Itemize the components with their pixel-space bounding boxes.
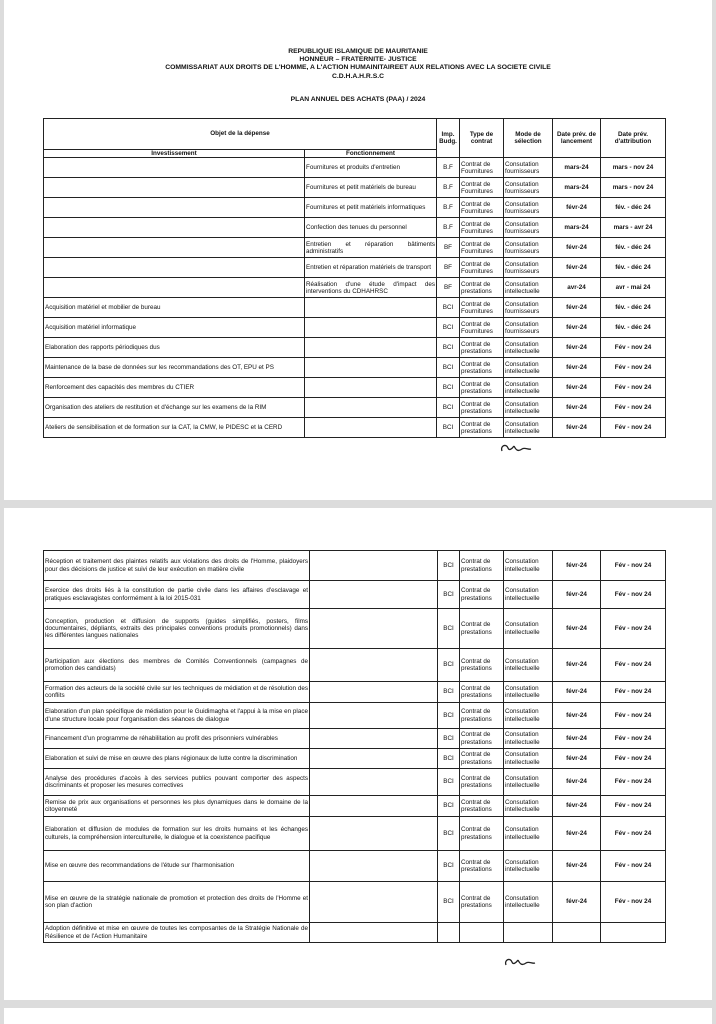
objet-cell: Participation aux élections des membres de Comités Conventionnels (campagnes de promotion des candidats) (44, 649, 310, 682)
investissement-objet-cell: Ateliers de sensibilisation et de formation sur la CAT, la CMW, le PIDESC et la CERD (44, 418, 305, 438)
attribution-cell: Fév - nov 24 (601, 649, 666, 682)
imp-cell (438, 923, 460, 943)
mode-cell: Consutation intellectuelle (504, 649, 553, 682)
lancement-cell: févr-24 (553, 729, 601, 749)
table-row (44, 318, 666, 338)
attribution-cell: Fév - nov 24 (601, 703, 666, 729)
mode-cell: Consutation intellectuelle (504, 769, 553, 796)
table-row (44, 258, 666, 278)
column-header-type: Type de contrat (460, 119, 504, 158)
imp-cell: BF (437, 278, 460, 298)
attribution-cell: Fév - nov 24 (601, 398, 666, 418)
header-line-2: HONNEUR – FRATERNITE- JUSTICE (299, 56, 417, 64)
investissement-cell-empty (44, 258, 305, 278)
objet-cell: Formation des acteurs de la société civile sur les techniques de médiation et de résolution des conflits (44, 682, 310, 703)
fonctionnement-objet-cell: Confection des tenues du personnel (305, 218, 437, 238)
objet-cell: Mise en œuvre de la stratégie nationale de promotion et protection des droits de l'Homme et son plan d'action (44, 882, 310, 923)
type-cell: Contrat de prestations (460, 278, 504, 298)
empty-cell (310, 729, 438, 749)
table-row (44, 649, 666, 682)
table-row (44, 817, 666, 851)
objet-cell: Réception et traitement des plaintes relatifs aux violations des droits de l'Homme, plaidoyers pour des décisions de justice et suivi de leur exécution en matière civile (44, 551, 310, 581)
table-row (44, 609, 666, 649)
subheader-investissement: Investissement (44, 150, 305, 158)
lancement-cell (553, 923, 601, 943)
type-cell: Contrat de prestations (460, 398, 504, 418)
empty-cell (310, 851, 438, 882)
objet-cell: Elaboration et diffusion de modules de formation sur les droits humains et les échanges culturels, la compréhension interculturelle, le dialogue et la coexistence pacifique (44, 817, 310, 851)
table-row (44, 398, 666, 418)
lancement-cell: févr-24 (553, 318, 601, 338)
imp-cell: BCI (438, 882, 460, 923)
attribution-cell: fév. - déc 24 (601, 258, 666, 278)
imp-cell: BCI (438, 851, 460, 882)
procurement-table-page-1 (43, 118, 666, 438)
mode-cell: Consutation fournisseurs (504, 238, 553, 258)
lancement-cell: févr-24 (553, 358, 601, 378)
attribution-cell: Fév - nov 24 (601, 358, 666, 378)
empty-cell (310, 581, 438, 609)
attribution-cell: Fév - nov 24 (601, 418, 666, 438)
investissement-cell-empty (44, 178, 305, 198)
lancement-cell: févr-24 (553, 258, 601, 278)
empty-cell (310, 649, 438, 682)
objet-cell: Exercice des droits liés à la constitution de partie civile dans les affaires d'esclavage et pratiques esclavagistes conformément à la loi 2015-031 (44, 581, 310, 609)
imp-cell: BCI (437, 398, 460, 418)
imp-cell: BCI (437, 418, 460, 438)
mode-cell: Consutation fournisseurs (504, 198, 553, 218)
column-header-objet: Objet de la dépense (44, 119, 437, 150)
imp-cell: B.F (437, 218, 460, 238)
imp-cell: BCI (438, 769, 460, 796)
objet-cell: Financement d'un programme de réhabilitation au profit des prisonniers vulnérables (44, 729, 310, 749)
attribution-cell: mars - nov 24 (601, 158, 666, 178)
table-row (44, 298, 666, 318)
signature-mark-page-2 (502, 954, 538, 970)
document-page-2 (4, 508, 712, 1000)
objet-cell: Elaboration d'un plan spécifique de médiation pour le Guidimagha et l'appui à la mise en place d'une structure locale pour l'organisation des séances de dialogue (44, 703, 310, 729)
lancement-cell: févr-24 (553, 378, 601, 398)
investissement-objet-cell: Renforcement des capacités des membres du CTIER (44, 378, 305, 398)
lancement-cell: févr-24 (553, 851, 601, 882)
lancement-cell: févr-24 (553, 796, 601, 817)
type-cell: Contrat de prestations (460, 851, 504, 882)
lancement-cell: févr-24 (553, 198, 601, 218)
table-row (44, 882, 666, 923)
table-row (44, 851, 666, 882)
type-cell (460, 923, 504, 943)
mode-cell: Consutation intellectuelle (504, 418, 553, 438)
imp-cell: B.F (437, 178, 460, 198)
type-cell: Contrat de prestations (460, 796, 504, 817)
mode-cell: Consutation intellectuelle (504, 278, 553, 298)
table-row (44, 158, 666, 178)
type-cell: Contrat de prestations (460, 703, 504, 729)
table-row (44, 682, 666, 703)
attribution-cell: mars - nov 24 (601, 178, 666, 198)
investissement-cell-empty (44, 158, 305, 178)
investissement-cell-empty (44, 198, 305, 218)
objet-cell: Remise de prix aux organisations et personnes les plus dynamiques dans le domaine de la citoyenneté (44, 796, 310, 817)
imp-cell: BCI (437, 338, 460, 358)
imp-cell: BCI (438, 796, 460, 817)
mode-cell (504, 923, 553, 943)
table-row (44, 198, 666, 218)
imp-cell: BCI (437, 378, 460, 398)
type-cell: Contrat de prestations (460, 817, 504, 851)
attribution-cell: Fév - nov 24 (601, 796, 666, 817)
header-line-4: C.D.H.A.H.R.S.C (331, 72, 385, 80)
type-cell: Contrat de Fournitures (460, 238, 504, 258)
attribution-cell: fév. - déc 24 (601, 238, 666, 258)
table-row (44, 796, 666, 817)
attribution-cell: Fév - nov 24 (601, 551, 666, 581)
type-cell: Contrat de prestations (460, 729, 504, 749)
investissement-objet-cell: Acquisition matériel informatique (44, 318, 305, 338)
subheader-fonctionnement: Fonctionnement (305, 150, 437, 158)
table-row (44, 923, 666, 943)
fonctionnement-objet-cell: Entretien et réparation matériels de transport (305, 258, 437, 278)
fonctionnement-cell-empty (305, 378, 437, 398)
table-header-row (44, 119, 666, 150)
fonctionnement-cell-empty (305, 338, 437, 358)
type-cell: Contrat de prestations (460, 378, 504, 398)
mode-cell: Consutation intellectuelle (504, 398, 553, 418)
type-cell: Contrat de Fournitures (460, 198, 504, 218)
empty-cell (310, 796, 438, 817)
investissement-objet-cell: Acquisition matériel et mobilier de bureau (44, 298, 305, 318)
lancement-cell: févr-24 (553, 418, 601, 438)
fonctionnement-cell-empty (305, 398, 437, 418)
column-header-lancement: Date prév. de lancement (553, 119, 601, 158)
type-cell: Contrat de Fournitures (460, 218, 504, 238)
empty-cell (310, 551, 438, 581)
table-row (44, 358, 666, 378)
lancement-cell: févr-24 (553, 609, 601, 649)
attribution-cell: fév. - déc 24 (601, 318, 666, 338)
imp-cell: BCI (437, 358, 460, 378)
lancement-cell: févr-24 (553, 551, 601, 581)
imp-cell: B.F (437, 158, 460, 178)
lancement-cell: févr-24 (553, 581, 601, 609)
type-cell: Contrat de Fournitures (460, 298, 504, 318)
attribution-cell: Fév - nov 24 (601, 729, 666, 749)
column-header-attribution: Date prév. d'attribution (601, 119, 666, 158)
imp-cell: BCI (438, 551, 460, 581)
procurement-table-page-2 (43, 550, 666, 943)
mode-cell: Consutation fournisseurs (504, 218, 553, 238)
document-title: PLAN ANNUEL DES ACHATS (PAA) / 2024 (290, 96, 426, 103)
lancement-cell: févr-24 (553, 703, 601, 729)
imp-cell: BCI (438, 609, 460, 649)
type-cell: Contrat de prestations (460, 682, 504, 703)
attribution-cell: mars - avr 24 (601, 218, 666, 238)
objet-cell: Adoption définitive et mise en œuvre de toutes les composantes de la Stratégie Nationale de Résilience et de l'Action Humanitaire (44, 923, 310, 943)
type-cell: Contrat de prestations (460, 338, 504, 358)
investissement-cell-empty (44, 278, 305, 298)
fonctionnement-cell-empty (305, 358, 437, 378)
mode-cell: Consutation fournisseurs (504, 258, 553, 278)
table-row (44, 218, 666, 238)
fonctionnement-objet-cell: Fournitures et petit matériels de bureau (305, 178, 437, 198)
mode-cell: Consutation intellectuelle (504, 729, 553, 749)
lancement-cell: mars-24 (553, 178, 601, 198)
attribution-cell: Fév - nov 24 (601, 581, 666, 609)
imp-cell: BCI (438, 649, 460, 682)
table-row (44, 729, 666, 749)
type-cell: Contrat de Fournitures (460, 318, 504, 338)
document-page-3 (4, 1008, 712, 1024)
fonctionnement-objet-cell: Réalisation d'une étude d'impact des interventions du CDHAHRSC (305, 278, 437, 298)
lancement-cell: févr-24 (553, 338, 601, 358)
type-cell: Contrat de prestations (460, 551, 504, 581)
imp-cell: BCI (438, 581, 460, 609)
mode-cell: Consutation intellectuelle (504, 358, 553, 378)
lancement-cell: févr-24 (553, 769, 601, 796)
imp-cell: BCI (438, 703, 460, 729)
investissement-cell-empty (44, 218, 305, 238)
lancement-cell: févr-24 (553, 749, 601, 769)
lancement-cell: févr-24 (553, 882, 601, 923)
lancement-cell: févr-24 (553, 682, 601, 703)
empty-cell (310, 882, 438, 923)
lancement-cell: févr-24 (553, 398, 601, 418)
fonctionnement-objet-cell: Entretien et réparation bâtiments administratifs (305, 238, 437, 258)
objet-cell: Conception, production et diffusion de supports (guides simplifiés, posters, films documentaires, dépliants, extraits des principales conventions produits promotionnels) dans les différentes langues nationales (44, 609, 310, 649)
attribution-cell (601, 923, 666, 943)
imp-cell: BCI (437, 298, 460, 318)
mode-cell: Consutation intellectuelle (504, 882, 553, 923)
investissement-objet-cell: Organisation des ateliers de restitution et d'échange sur les examens de la RIM (44, 398, 305, 418)
lancement-cell: févr-24 (553, 817, 601, 851)
mode-cell: Consutation fournisseurs (504, 178, 553, 198)
attribution-cell: Fév - nov 24 (601, 682, 666, 703)
empty-cell (310, 923, 438, 943)
empty-cell (310, 682, 438, 703)
column-header-mode: Mode de sélection (504, 119, 553, 158)
table-row (44, 378, 666, 398)
mode-cell: Consutation intellectuelle (504, 551, 553, 581)
fonctionnement-cell-empty (305, 318, 437, 338)
attribution-cell: Fév - nov 24 (601, 851, 666, 882)
mode-cell: Consutation intellectuelle (504, 682, 553, 703)
header-line-1: REPUBLIQUE ISLAMIQUE DE MAURITANIE (288, 48, 428, 55)
lancement-cell: févr-24 (553, 238, 601, 258)
imp-cell: BCI (438, 817, 460, 851)
type-cell: Contrat de prestations (460, 882, 504, 923)
attribution-cell: avr - mai 24 (601, 278, 666, 298)
lancement-cell: mars-24 (553, 158, 601, 178)
attribution-cell: Fév - nov 24 (601, 378, 666, 398)
fonctionnement-objet-cell: Fournitures et petit matériels informatiques (305, 198, 437, 218)
table-row (44, 581, 666, 609)
document-header (4, 48, 712, 81)
lancement-cell: mars-24 (553, 218, 601, 238)
table-row (44, 178, 666, 198)
table-row (44, 338, 666, 358)
document-page-1 (4, 0, 712, 500)
mode-cell: Consutation intellectuelle (504, 703, 553, 729)
imp-cell: BCI (438, 729, 460, 749)
mode-cell: Consutation fournisseurs (504, 318, 553, 338)
attribution-cell: Fév - nov 24 (601, 817, 666, 851)
type-cell: Contrat de prestations (460, 418, 504, 438)
table-row (44, 238, 666, 258)
empty-cell (310, 817, 438, 851)
imp-cell: BF (437, 258, 460, 278)
type-cell: Contrat de Fournitures (460, 258, 504, 278)
attribution-cell: fév. - déc 24 (601, 298, 666, 318)
table-row (44, 749, 666, 769)
type-cell: Contrat de prestations (460, 358, 504, 378)
mode-cell: Consutation intellectuelle (504, 609, 553, 649)
fonctionnement-objet-cell: Fournitures et produits d'entretien (305, 158, 437, 178)
objet-cell: Analyse des procédures d'accès à des services publics pouvant comporter des aspects discriminants et proposer les mesures correctives (44, 769, 310, 796)
type-cell: Contrat de prestations (460, 749, 504, 769)
attribution-cell: Fév - nov 24 (601, 882, 666, 923)
imp-cell: B.F (437, 198, 460, 218)
attribution-cell: Fév - nov 24 (601, 749, 666, 769)
type-cell: Contrat de Fournitures (460, 158, 504, 178)
table-row (44, 418, 666, 438)
lancement-cell: févr-24 (553, 649, 601, 682)
column-header-imp: Imp. Budg. (437, 119, 460, 158)
lancement-cell: avr-24 (553, 278, 601, 298)
table-row (44, 551, 666, 581)
empty-cell (310, 703, 438, 729)
mode-cell: Consutation intellectuelle (504, 338, 553, 358)
type-cell: Contrat de prestations (460, 649, 504, 682)
header-line-3: COMMISSARIAT AUX DROITS DE L'HOMME, A L'ACTION HUMAINITAIREET AUX RELATIONS AVEC LA SOCIETE CIVILE (165, 64, 551, 72)
imp-cell: BCI (437, 318, 460, 338)
attribution-cell: Fév - nov 24 (601, 338, 666, 358)
mode-cell: Consutation intellectuelle (504, 817, 553, 851)
lancement-cell: févr-24 (553, 298, 601, 318)
fonctionnement-cell-empty (305, 418, 437, 438)
objet-cell: Mise en œuvre des recommandations de l'étude sur l'harmonisation (44, 851, 310, 882)
attribution-cell: Fév - nov 24 (601, 769, 666, 796)
mode-cell: Consutation intellectuelle (504, 581, 553, 609)
imp-cell: BCI (438, 682, 460, 703)
objet-cell: Elaboration et suivi de mise en œuvre des plans régionaux de lutte contre la discrimination (44, 749, 310, 769)
investissement-cell-empty (44, 238, 305, 258)
imp-cell: BF (437, 238, 460, 258)
type-cell: Contrat de prestations (460, 769, 504, 796)
empty-cell (310, 769, 438, 796)
attribution-cell: fév. - déc 24 (601, 198, 666, 218)
mode-cell: Consutation intellectuelle (504, 749, 553, 769)
type-cell: Contrat de Fournitures (460, 178, 504, 198)
table-row (44, 278, 666, 298)
mode-cell: Consutation fournisseurs (504, 298, 553, 318)
fonctionnement-cell-empty (305, 298, 437, 318)
empty-cell (310, 749, 438, 769)
imp-cell: BCI (438, 749, 460, 769)
table-row (44, 769, 666, 796)
mode-cell: Consutation intellectuelle (504, 378, 553, 398)
type-cell: Contrat de prestations (460, 609, 504, 649)
table-row (44, 703, 666, 729)
type-cell: Contrat de prestations (460, 581, 504, 609)
mode-cell: Consutation intellectuelle (504, 851, 553, 882)
empty-cell (310, 609, 438, 649)
attribution-cell: Fév - nov 24 (601, 609, 666, 649)
investissement-objet-cell: Elaboration des rapports périodiques dus (44, 338, 305, 358)
investissement-objet-cell: Maintenance de la base de données sur les recommandations des OT, EPU et PS (44, 358, 305, 378)
signature-mark (498, 440, 534, 456)
mode-cell: Consutation intellectuelle (504, 796, 553, 817)
mode-cell: Consutation fournisseurs (504, 158, 553, 178)
